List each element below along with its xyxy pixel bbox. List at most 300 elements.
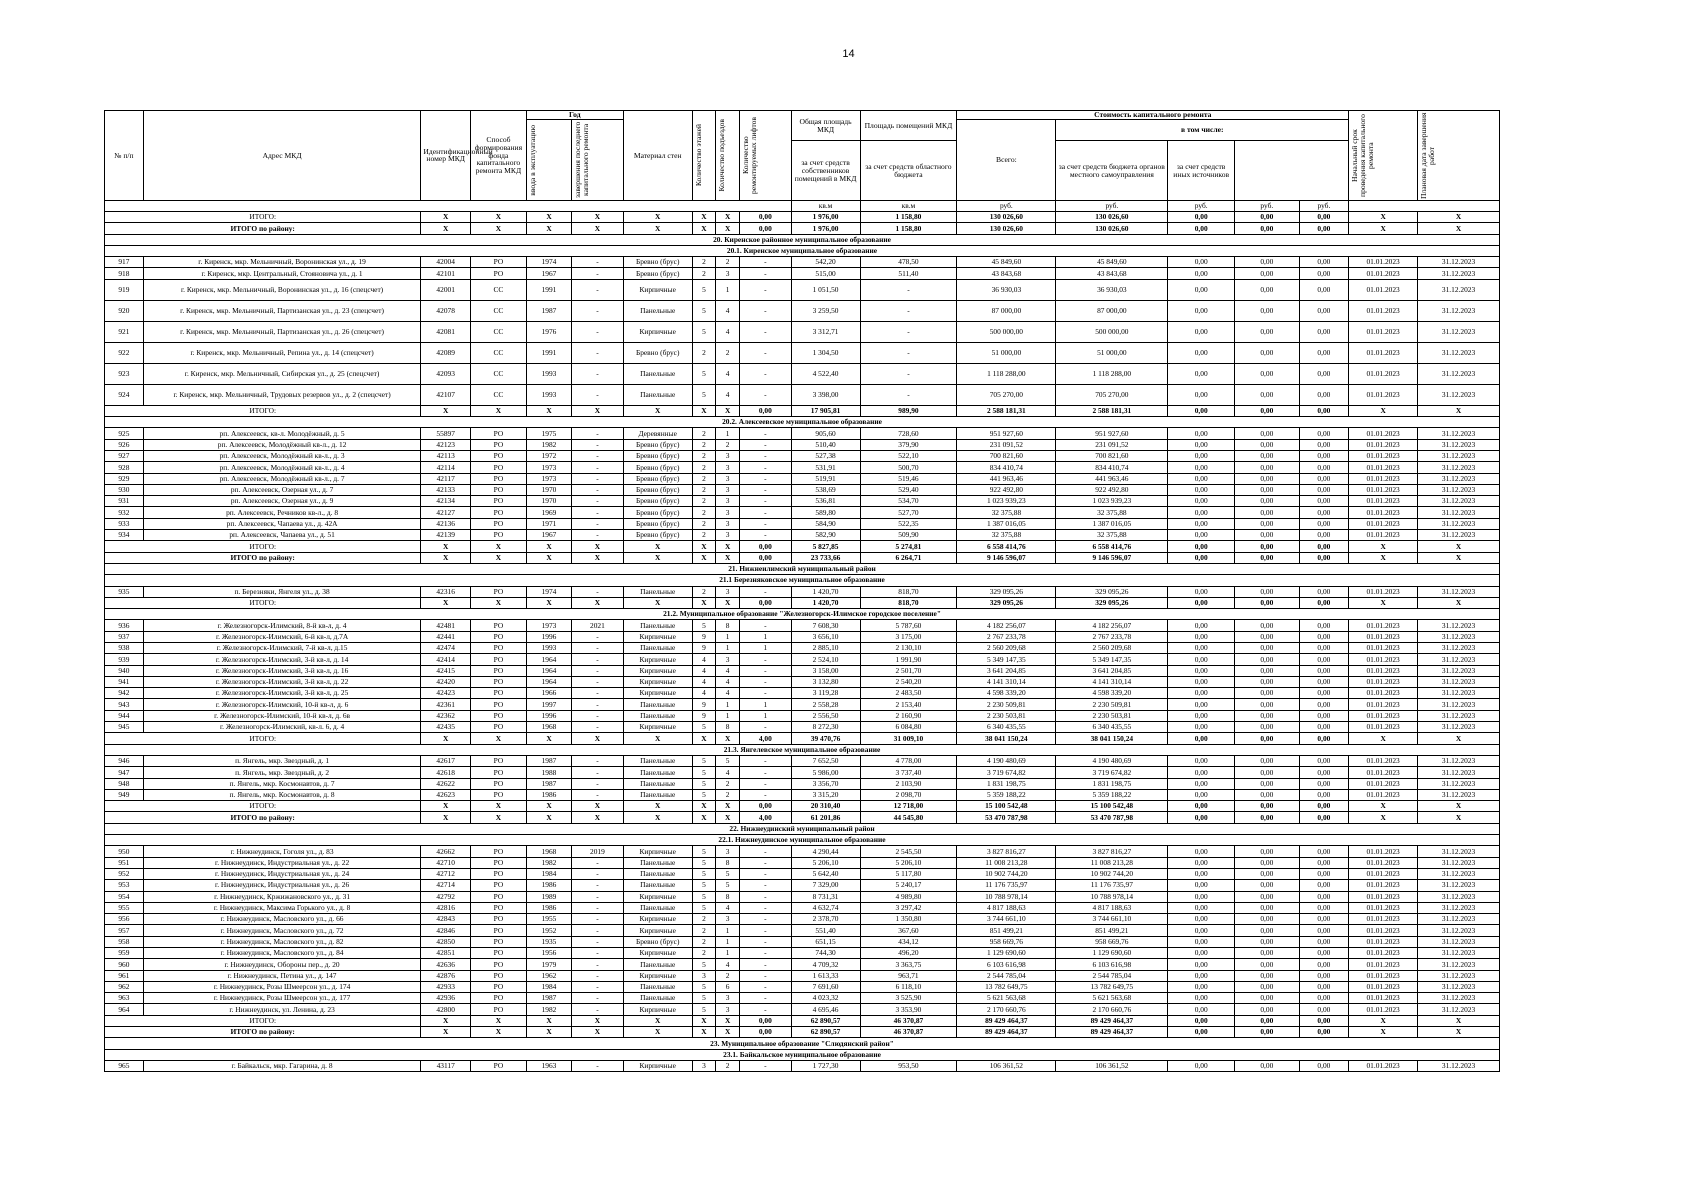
cell-entrances: 2 <box>716 1060 740 1071</box>
cell-year-commission: 1984 <box>526 981 571 992</box>
cell-total-area: 582,90 <box>791 530 860 541</box>
cell-lifts: - <box>739 767 791 778</box>
cell-address: г. Киренск, мкр. Мельничный, Воронинская ул., д. 19 <box>143 257 421 268</box>
cell-end: 31.12.2023 <box>1418 1060 1500 1071</box>
cell-other: 0,00 <box>1299 405 1349 416</box>
cell-premises-area: 728,60 <box>860 428 957 439</box>
cell-entrances: 4 <box>716 384 740 405</box>
cell-end: 31.12.2023 <box>1418 279 1500 300</box>
cell-id: 42800 <box>421 1004 471 1015</box>
cell-entrances: 3 <box>716 993 740 1004</box>
cell-id: X <box>421 812 471 823</box>
table-row <box>105 518 1500 529</box>
table-row <box>105 914 1500 925</box>
cell-owners: 3 744 661,10 <box>1056 914 1168 925</box>
cell-owners: 2 544 785,04 <box>1056 970 1168 981</box>
cell-lifts: - <box>739 789 791 800</box>
total-label: ИТОГО: <box>105 405 421 416</box>
cell-total-area: 3 398,00 <box>791 384 860 405</box>
cell-owners: 13 782 649,75 <box>1056 981 1168 992</box>
total-label: ИТОГО: <box>105 597 421 608</box>
cell-floors: X <box>692 405 716 416</box>
section-title: 22.1. Нижнеудинское муниципальное образование <box>105 835 1500 846</box>
cell-floors: 5 <box>692 1004 716 1015</box>
table-row <box>105 462 1500 473</box>
cell-owners: 5 621 563,68 <box>1056 993 1168 1004</box>
cell-total-area: 17 905,81 <box>791 405 860 416</box>
cell-address: г. Железногорск-Илимский, 7-й кв-л, д.15 <box>143 642 421 653</box>
cell-lifts: - <box>739 384 791 405</box>
cell-material: X <box>623 812 692 823</box>
cell-start: X <box>1349 812 1418 823</box>
cell-num: 934 <box>105 530 144 541</box>
cell-floors: 2 <box>692 268 716 279</box>
cell-floors: 2 <box>692 342 716 363</box>
cell-other: 0,00 <box>1299 631 1349 642</box>
subtotal-row <box>105 211 1500 222</box>
cell-premises-area: 434,12 <box>860 936 957 947</box>
cell-fund: РО <box>470 473 526 484</box>
cell-premises-area: 989,90 <box>860 405 957 416</box>
cell-owners: 3 719 674,82 <box>1056 767 1168 778</box>
cell-end: 31.12.2023 <box>1418 439 1500 450</box>
section-title: 21. Нижнеилимский муниципальный район <box>105 563 1500 574</box>
col-end-label: Плановая дата завершения работ <box>1419 112 1437 199</box>
cell-address: г. Нижнеудинск, Масловского ул., д. 84 <box>143 948 421 959</box>
cell-owners: 5 359 188,22 <box>1056 789 1168 800</box>
cell-owners: 1 118 288,00 <box>1056 363 1168 384</box>
section-header-row <box>105 1038 1500 1049</box>
cell-total-area: 23 733,66 <box>791 552 860 563</box>
cell-cost-total: 4 182 256,07 <box>957 620 1056 631</box>
cell-floors: 5 <box>692 891 716 902</box>
cell-year-last-repair: - <box>572 384 624 405</box>
cell-address: рп. Алексеевск, Молодёжный кв-л., д. 7 <box>143 473 421 484</box>
cell-year-last-repair: X <box>572 812 624 823</box>
cell-year-commission: X <box>526 801 571 812</box>
cell-material: Панельные <box>623 363 692 384</box>
cell-fund: X <box>470 733 526 744</box>
cell-premises-area: 478,50 <box>860 257 957 268</box>
cell-year-commission: 1963 <box>526 1060 571 1071</box>
table-row <box>105 959 1500 970</box>
cell-year-commission: 1973 <box>526 462 571 473</box>
cell-local: 0,00 <box>1235 405 1300 416</box>
cell-cost-total: 329 095,26 <box>957 586 1056 597</box>
cell-entrances: 3 <box>716 462 740 473</box>
cell-fund: РО <box>470 868 526 879</box>
cell-start: 01.01.2023 <box>1349 925 1418 936</box>
cell-end: X <box>1418 812 1500 823</box>
cell-year-last-repair: - <box>572 959 624 970</box>
cell-lifts: - <box>739 654 791 665</box>
cell-year-commission: 1962 <box>526 970 571 981</box>
cell-fund: РО <box>470 925 526 936</box>
cell-start: 01.01.2023 <box>1349 914 1418 925</box>
cell-id: 42710 <box>421 857 471 868</box>
cell-year-commission: 1976 <box>526 321 571 342</box>
unit-other: руб. <box>1299 200 1349 211</box>
cell-num: 958 <box>105 936 144 947</box>
cell-year-commission: 1975 <box>526 428 571 439</box>
cell-id: 42435 <box>421 722 471 733</box>
cell-entrances: 3 <box>716 473 740 484</box>
cell-other: 0,00 <box>1299 981 1349 992</box>
cell-address: г. Железногорск-Илимский, кв-л. 6, д. 4 <box>143 722 421 733</box>
table-row <box>105 688 1500 699</box>
cell-owners: 10 788 978,14 <box>1056 891 1168 902</box>
cell-local: 0,00 <box>1235 868 1300 879</box>
cell-total-area: 4 632,74 <box>791 902 860 913</box>
cell-year-commission: 1967 <box>526 268 571 279</box>
cell-regional: 0,00 <box>1168 722 1235 733</box>
cell-regional: 0,00 <box>1168 801 1235 812</box>
cell-year-commission: 1987 <box>526 778 571 789</box>
cell-other: 0,00 <box>1299 857 1349 868</box>
cell-year-commission: 1964 <box>526 665 571 676</box>
cell-end: 31.12.2023 <box>1418 507 1500 518</box>
cell-address: г. Киренск, мкр. Мельничный, Партизанская ул., д. 23 (спецсчет) <box>143 300 421 321</box>
cell-total-area: 4 522,40 <box>791 363 860 384</box>
subtotal-row <box>105 801 1500 812</box>
cell-lifts: - <box>739 1060 791 1071</box>
cell-lifts: - <box>739 936 791 947</box>
cell-start: X <box>1349 733 1418 744</box>
cell-num: 963 <box>105 993 144 1004</box>
table-row <box>105 767 1500 778</box>
cell-num: 930 <box>105 484 144 495</box>
cell-other: 0,00 <box>1299 812 1349 823</box>
cell-regional: 0,00 <box>1168 812 1235 823</box>
cell-lifts: 1 <box>739 642 791 653</box>
cell-entrances: 1 <box>716 428 740 439</box>
cell-start: 01.01.2023 <box>1349 1004 1418 1015</box>
cell-num: 918 <box>105 268 144 279</box>
cell-year-last-repair: - <box>572 507 624 518</box>
cell-premises-area: 1 350,80 <box>860 914 957 925</box>
cell-end: 31.12.2023 <box>1418 936 1500 947</box>
cell-floors: 5 <box>692 620 716 631</box>
cell-year-commission: X <box>526 405 571 416</box>
cell-other: 0,00 <box>1299 257 1349 268</box>
cell-floors: 2 <box>692 496 716 507</box>
cell-start: X <box>1349 1015 1418 1026</box>
cell-cost-total: 2 230 503,81 <box>957 710 1056 721</box>
cell-regional: 0,00 <box>1168 665 1235 676</box>
cell-floors: 2 <box>692 925 716 936</box>
cell-fund: РО <box>470 676 526 687</box>
cell-regional: 0,00 <box>1168 518 1235 529</box>
section-header-row <box>105 245 1500 256</box>
cell-premises-area: 5 117,80 <box>860 868 957 879</box>
cell-other: 0,00 <box>1299 620 1349 631</box>
cell-lifts: - <box>739 755 791 766</box>
cell-cost-total: 45 849,60 <box>957 257 1056 268</box>
cell-owners: 2 170 660,76 <box>1056 1004 1168 1015</box>
cell-year-commission: X <box>526 541 571 552</box>
cell-other: 0,00 <box>1299 321 1349 342</box>
cell-total-area: 3 119,28 <box>791 688 860 699</box>
cell-id: 42123 <box>421 439 471 450</box>
table-row <box>105 642 1500 653</box>
cell-regional: 0,00 <box>1168 846 1235 857</box>
unit-local: руб. <box>1235 200 1300 211</box>
cell-cost-total: 13 782 649,75 <box>957 981 1056 992</box>
cell-id: 42622 <box>421 778 471 789</box>
cell-address: г. Нижнеудинск, Гоголя ул., д. 83 <box>143 846 421 857</box>
cell-local: 0,00 <box>1235 936 1300 947</box>
cell-year-commission: 1987 <box>526 300 571 321</box>
cell-total-area: 4 709,32 <box>791 959 860 970</box>
cell-lifts: 0,00 <box>739 405 791 416</box>
table-row <box>105 268 1500 279</box>
cell-owners: 6 103 616,98 <box>1056 959 1168 970</box>
cell-start: X <box>1349 597 1418 608</box>
cell-total-area: 7 608,30 <box>791 620 860 631</box>
cell-year-commission: 1982 <box>526 857 571 868</box>
cell-entrances: 3 <box>716 484 740 495</box>
cell-end: 31.12.2023 <box>1418 496 1500 507</box>
cell-premises-area: 5 240,17 <box>860 880 957 891</box>
table-row <box>105 257 1500 268</box>
cell-id: 42136 <box>421 518 471 529</box>
cell-num: 938 <box>105 642 144 653</box>
cell-premises-area: 6 118,10 <box>860 981 957 992</box>
cell-other: 0,00 <box>1299 846 1349 857</box>
cell-year-commission: 1974 <box>526 257 571 268</box>
cell-entrances: X <box>716 1027 740 1038</box>
table-row <box>105 891 1500 902</box>
col-local: за счет средств бюджета органов местного самоуправления <box>1056 141 1168 201</box>
col-fund: Способ формирования фонда капитального ремонта МКД <box>470 111 526 201</box>
cell-floors: 2 <box>692 586 716 597</box>
cell-entrances: X <box>716 211 740 222</box>
cell-local: 0,00 <box>1235 699 1300 710</box>
cell-year-last-repair: - <box>572 631 624 642</box>
cell-local: 0,00 <box>1235 279 1300 300</box>
cell-regional: 0,00 <box>1168 959 1235 970</box>
cell-start: 01.01.2023 <box>1349 778 1418 789</box>
cell-owners: 130 026,60 <box>1056 223 1168 234</box>
table-row <box>105 620 1500 631</box>
cell-premises-area: - <box>860 279 957 300</box>
cell-other: 0,00 <box>1299 450 1349 461</box>
cell-cost-total: 4 141 310,14 <box>957 676 1056 687</box>
cell-regional: 0,00 <box>1168 688 1235 699</box>
cell-floors: 9 <box>692 699 716 710</box>
cell-material: Кирпичные <box>623 914 692 925</box>
cell-fund: РО <box>470 699 526 710</box>
cell-cost-total: 130 026,60 <box>957 211 1056 222</box>
cell-regional: 0,00 <box>1168 948 1235 959</box>
cell-fund: РО <box>470 1004 526 1015</box>
cell-cost-total: 6 558 414,76 <box>957 541 1056 552</box>
section-title: 21.3. Янгелевское муниципальное образование <box>105 744 1500 755</box>
cell-start: 01.01.2023 <box>1349 970 1418 981</box>
cell-cost-total: 5 349 147,35 <box>957 654 1056 665</box>
cell-id: 42846 <box>421 925 471 936</box>
cell-local: 0,00 <box>1235 223 1300 234</box>
cell-lifts: 0,00 <box>739 223 791 234</box>
section-header-row <box>105 1049 1500 1060</box>
cell-floors: X <box>692 211 716 222</box>
cell-fund: РО <box>470 1060 526 1071</box>
cell-fund: РО <box>470 450 526 461</box>
cell-start: X <box>1349 1027 1418 1038</box>
cell-material: Кирпичные <box>623 688 692 699</box>
cell-regional: 0,00 <box>1168 654 1235 665</box>
cell-total-area: 515,00 <box>791 268 860 279</box>
cell-owners: 11 008 213,28 <box>1056 857 1168 868</box>
cell-entrances: 1 <box>716 925 740 936</box>
cell-lifts: - <box>739 1004 791 1015</box>
cell-floors: 2 <box>692 462 716 473</box>
table-body <box>105 211 1500 1071</box>
table-row <box>105 631 1500 642</box>
cell-num: 939 <box>105 654 144 665</box>
cell-regional: 0,00 <box>1168 439 1235 450</box>
cell-material: Панельные <box>623 981 692 992</box>
cell-year-last-repair: - <box>572 1004 624 1015</box>
cell-material: X <box>623 733 692 744</box>
subtotal-row <box>105 597 1500 608</box>
cell-total-area: 7 691,60 <box>791 981 860 992</box>
cell-num: 960 <box>105 959 144 970</box>
cell-year-last-repair: - <box>572 970 624 981</box>
cell-total-area: 5 206,10 <box>791 857 860 868</box>
cell-regional: 0,00 <box>1168 363 1235 384</box>
cell-local: 0,00 <box>1235 518 1300 529</box>
cell-other: 0,00 <box>1299 665 1349 676</box>
cell-fund: РО <box>470 880 526 891</box>
cell-fund: X <box>470 801 526 812</box>
cell-end: 31.12.2023 <box>1418 518 1500 529</box>
cell-start: 01.01.2023 <box>1349 428 1418 439</box>
table-row <box>105 450 1500 461</box>
cell-fund: РО <box>470 857 526 868</box>
cell-id: 42712 <box>421 868 471 879</box>
col-end <box>1418 111 1500 201</box>
table-row <box>105 993 1500 1004</box>
col-cost: Стоимость капитального ремонта <box>957 111 1349 120</box>
cell-material: X <box>623 801 692 812</box>
cell-fund: РО <box>470 654 526 665</box>
cell-floors: 2 <box>692 439 716 450</box>
cell-owners: 958 669,76 <box>1056 936 1168 947</box>
cell-id: 42093 <box>421 363 471 384</box>
table-row <box>105 363 1500 384</box>
cell-owners: 2 230 503,81 <box>1056 710 1168 721</box>
cell-num: 926 <box>105 439 144 450</box>
cell-entrances: 2 <box>716 439 740 450</box>
cell-floors: X <box>692 223 716 234</box>
cell-owners: 130 026,60 <box>1056 211 1168 222</box>
cell-num: 950 <box>105 846 144 857</box>
cell-year-last-repair: - <box>572 439 624 450</box>
cell-other: 0,00 <box>1299 891 1349 902</box>
cell-end: 31.12.2023 <box>1418 428 1500 439</box>
cell-address: п. Березняки, Янгеля ул., д. 38 <box>143 586 421 597</box>
cell-premises-area: 46 370,87 <box>860 1015 957 1026</box>
cell-other: 0,00 <box>1299 710 1349 721</box>
cell-total-area: 2 885,10 <box>791 642 860 653</box>
cell-num: 929 <box>105 473 144 484</box>
cell-material: Кирпичные <box>623 279 692 300</box>
section-header-row <box>105 575 1500 586</box>
col-year: Год <box>526 111 623 120</box>
table-row <box>105 981 1500 992</box>
col-material: Материал стен <box>623 111 692 201</box>
table-row <box>105 279 1500 300</box>
cell-local: 0,00 <box>1235 631 1300 642</box>
cell-entrances: 2 <box>716 970 740 981</box>
cell-cost-total: 1 831 198,75 <box>957 778 1056 789</box>
cell-address: г. Байкальск, мкр. Гагарина, д. 8 <box>143 1060 421 1071</box>
cell-regional: 0,00 <box>1168 300 1235 321</box>
cell-fund: РО <box>470 631 526 642</box>
cell-other: 0,00 <box>1299 484 1349 495</box>
table-row <box>105 496 1500 507</box>
cell-start: 01.01.2023 <box>1349 789 1418 800</box>
cell-year-last-repair: X <box>572 597 624 608</box>
cell-cost-total: 106 361,52 <box>957 1060 1056 1071</box>
cell-entrances: 5 <box>716 868 740 879</box>
cell-floors: X <box>692 541 716 552</box>
cell-cost-total: 1 129 690,60 <box>957 948 1056 959</box>
cell-cost-total: 705 270,00 <box>957 384 1056 405</box>
cell-year-last-repair: - <box>572 891 624 902</box>
cell-floors: 5 <box>692 981 716 992</box>
cell-lifts: - <box>739 914 791 925</box>
table-row <box>105 473 1500 484</box>
cell-floors: 3 <box>692 970 716 981</box>
cell-year-commission: 1984 <box>526 868 571 879</box>
cell-floors: 2 <box>692 530 716 541</box>
cell-id: X <box>421 541 471 552</box>
cell-id: X <box>421 733 471 744</box>
cell-entrances: X <box>716 733 740 744</box>
cell-lifts: - <box>739 586 791 597</box>
cell-start: 01.01.2023 <box>1349 586 1418 597</box>
cell-id: 42114 <box>421 462 471 473</box>
table-row <box>105 868 1500 879</box>
col-address: Адрес МКД <box>143 111 421 201</box>
cell-id: 42107 <box>421 384 471 405</box>
cell-other: 0,00 <box>1299 642 1349 653</box>
cell-owners: 51 000,00 <box>1056 342 1168 363</box>
cell-owners: 106 361,52 <box>1056 1060 1168 1071</box>
cell-end: 31.12.2023 <box>1418 300 1500 321</box>
cell-lifts: - <box>739 484 791 495</box>
cell-owners: 705 270,00 <box>1056 384 1168 405</box>
cell-year-commission: 1986 <box>526 789 571 800</box>
cell-entrances: 6 <box>716 981 740 992</box>
cell-fund: РО <box>470 722 526 733</box>
cell-address: г. Киренск, мкр. Мельничный, Партизанская ул., д. 26 (спецсчет) <box>143 321 421 342</box>
cell-other: 0,00 <box>1299 1004 1349 1015</box>
cell-entrances: 5 <box>716 755 740 766</box>
cell-year-commission: 1966 <box>526 688 571 699</box>
cell-id: 42113 <box>421 450 471 461</box>
cell-fund: РО <box>470 755 526 766</box>
cell-total-area: 531,91 <box>791 462 860 473</box>
cell-premises-area: 2 153,40 <box>860 699 957 710</box>
cell-num: 947 <box>105 767 144 778</box>
cell-material: Кирпичные <box>623 846 692 857</box>
cell-fund: РО <box>470 688 526 699</box>
cell-total-area: 61 201,86 <box>791 812 860 823</box>
cell-local: 0,00 <box>1235 857 1300 868</box>
